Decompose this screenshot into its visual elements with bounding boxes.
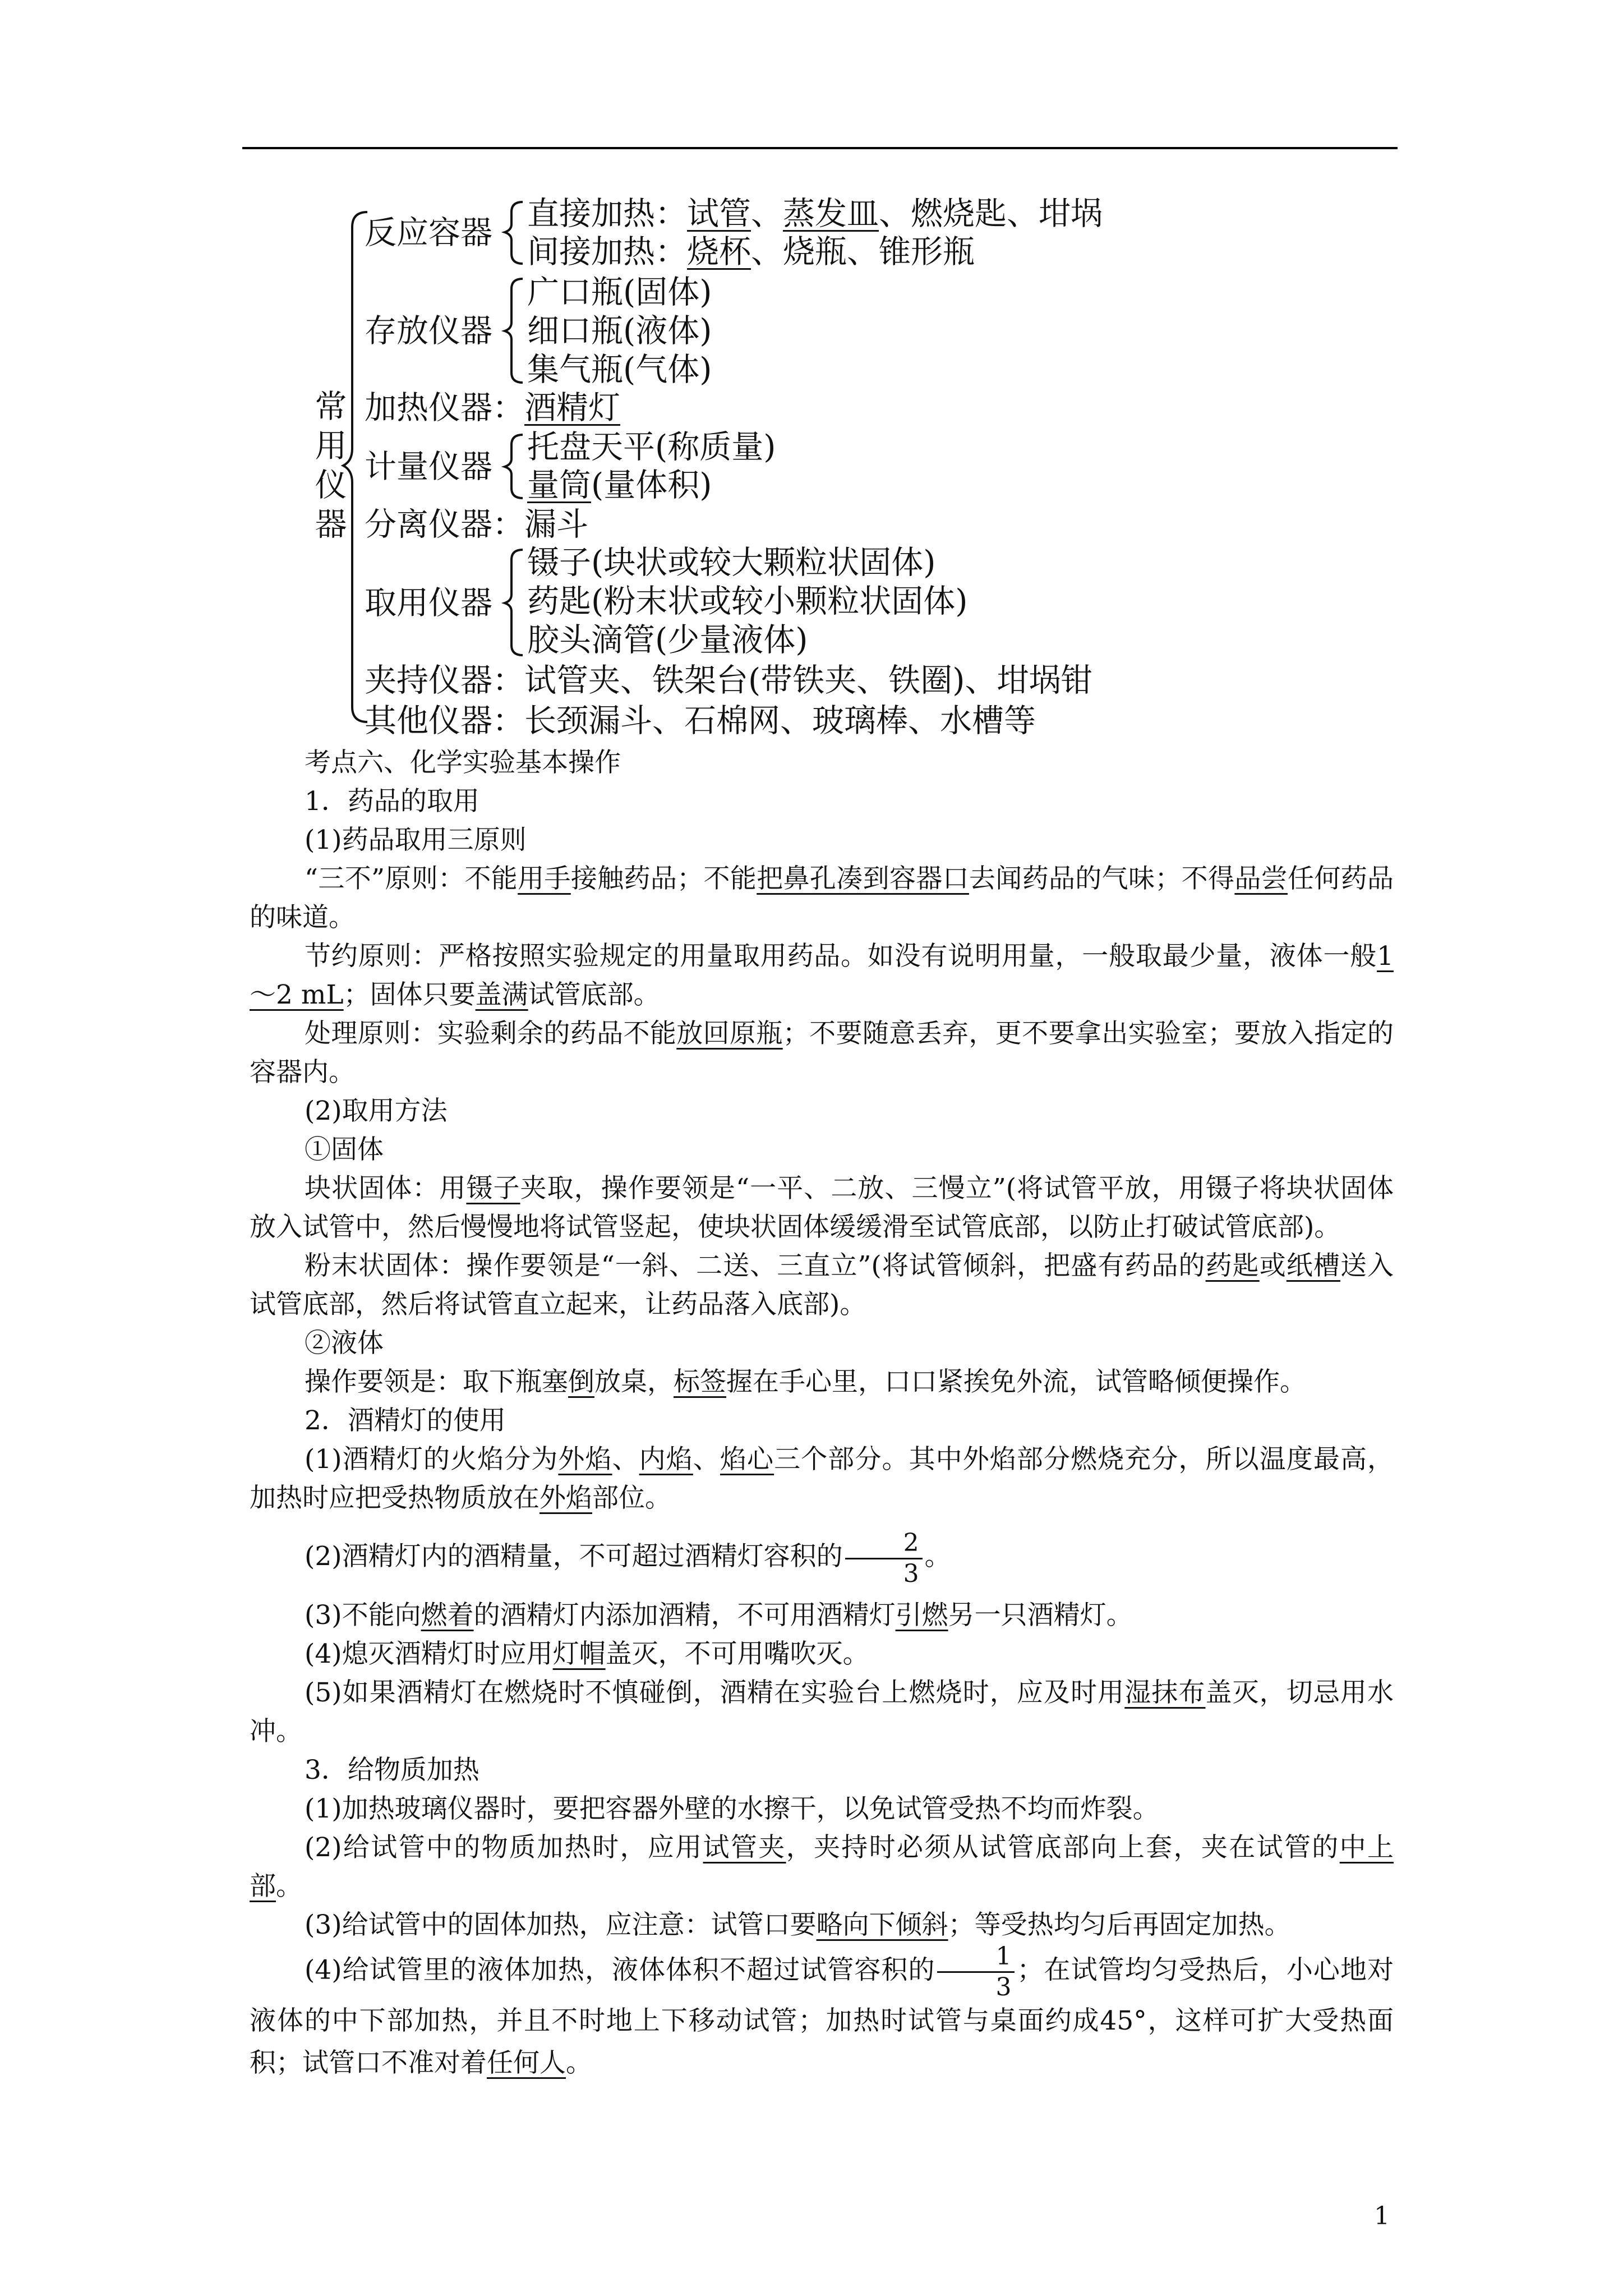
subsection-heading: ②液体	[305, 1328, 384, 1359]
category-other: 其他仪器：长颈漏斗、石棉网、玻璃棒、水槽等	[365, 702, 1036, 739]
subsection-heading: 3．给物质加热	[305, 1755, 479, 1786]
instrument-classification-diagram	[0, 0, 1623, 746]
category-separation: 分离仪器：漏斗	[365, 506, 588, 543]
paragraph-alcohol-amount: (2)酒精灯内的酒精量，不可超过酒精灯容积的 $\frac{2}{3}$ 。	[305, 1528, 951, 1588]
category-measuring: 计量仪器	[365, 448, 492, 485]
item-storage: 集气瓶(气体)	[527, 351, 712, 388]
item-storage: 细口瓶(液体)	[527, 312, 712, 349]
paragraph-solid-heating: (3)给试管中的固体加热，应注意：试管口要略向下倾斜；等受热均匀后再固定加热。	[305, 1910, 1291, 1940]
paragraph-kuai: 块状固体：用镊子夹取，操作要领是“一平、二放、三慢立”(将试管平放，用镊子将块状固体放入试管中，然后慢慢地将试管竖起，使块状固体缓缓滑至试管底部，以防止打破试管底部)。	[250, 1173, 1394, 1243]
section-heading: 考点六、化学实验基本操作	[305, 747, 621, 778]
paragraph-spill: (5)如果酒精灯在燃烧时不慎碰倒，酒精在实验台上燃烧时，应及时用湿抹布盖灭，切忌用水冲。	[250, 1677, 1394, 1747]
root-label	[311, 387, 351, 544]
category-taking: 取用仪器	[365, 585, 492, 622]
fraction: $\frac{1}{3}$	[937, 1944, 1015, 2000]
paragraph-dry: (1)加热玻璃仪器时，要把容器外壁的水擦干，以免试管受热不均而炸裂。	[305, 1793, 1159, 1824]
subsection-heading: ①固体	[305, 1134, 384, 1165]
category-storage: 存放仪器	[365, 312, 492, 349]
root-label-char: 仪	[315, 467, 347, 504]
paragraph-flame: (1)酒精灯的火焰分为外焰、内焰、焰心三个部分。其中外焰部分燃烧充分，所以温度最高，加热时应把受热物质放在外焰部位。	[250, 1444, 1394, 1513]
root-label-char: 器	[315, 506, 347, 543]
item-tweezers: 镊子(块状或较大颗粒状固体)	[527, 544, 936, 581]
subsection-heading: (2)取用方法	[305, 1096, 448, 1126]
item-dropper: 胶头滴管(少量液体)	[527, 622, 808, 659]
item-indirect-heating: 间接加热：烧杯、烧瓶、锥形瓶	[527, 233, 975, 270]
item-cylinder: 量筒(量体积)	[527, 467, 712, 504]
paragraph-sanbu: “三不”原则：不能用手接触药品；不能把鼻孔凑到容器口去闻药品的气味；不得品尝任何药品的味道。	[250, 863, 1394, 933]
paragraph-no-refill: (3)不能向燃着的酒精灯内添加酒精，不可用酒精灯引燃另一只酒精灯。	[305, 1600, 1133, 1631]
root-label-char: 常	[315, 388, 347, 425]
paragraph-jieyue: 节约原则：严格按照实验规定的用量取用药品。如没有说明用量，一般取最少量，液体一般1～2 mL；固体只要盖满试管底部。	[250, 941, 1394, 1010]
category-reaction: 反应容器	[365, 214, 492, 251]
subsection-heading: 2．酒精灯的使用	[305, 1405, 506, 1436]
item-direct-heating: 直接加热：试管、蒸发皿、燃烧匙、坩埚	[527, 195, 1103, 232]
bracket-lines	[0, 0, 1623, 746]
paragraph-fen: 粉末状固体：操作要领是“一斜、二送、三直立”(将试管倾斜，把盛有药品的药匙或纸槽送入试管底部，然后将试管直立起来，让药品落入底部)。	[250, 1250, 1394, 1320]
item-storage: 广口瓶(固体)	[527, 274, 712, 311]
paragraph-chuli: 处理原则：实验剩余的药品不能放回原瓶；不要随意丢弃，更不要拿出实验室；要放入指定的容器内。	[250, 1018, 1394, 1088]
category-clamping: 夹持仪器：试管夹、铁架台(带铁夹、铁圈)、坩埚钳	[365, 662, 1093, 699]
category-heating: 加热仪器：酒精灯	[365, 389, 620, 426]
paragraph-liquid-heating: (4)给试管里的液体加热，液体体积不超过试管容积的 $\frac{1}{3}$ ；在试管均匀受热后，小心地对液体的中下部加热，并且不时地上下移动试管；加热时试管与桌面约成45°，这样可扩大受热面积；试管口不准对着任何人。	[250, 1942, 1394, 2078]
paragraph-extinguish: (4)熄灭酒精灯时应用灯帽盖灭，不可用嘴吹灭。	[305, 1639, 869, 1669]
item-spatula: 药匙(粉末状或较小颗粒状固体)	[527, 583, 968, 620]
fraction: $\frac{2}{3}$	[845, 1531, 923, 1586]
page-number: 1	[1374, 2202, 1390, 2230]
body-text	[250, 743, 1394, 2084]
subsection-heading: 1．药品的取用	[305, 786, 479, 817]
subsection-heading: (1)药品取用三原则	[305, 825, 527, 855]
root-label-char: 用	[315, 427, 347, 464]
paragraph-holder: (2)给试管中的物质加热时，应用试管夹，夹持时必须从试管底部向上套，夹在试管的中上部。	[250, 1832, 1394, 1902]
paragraph-yeti: 操作要领是：取下瓶塞倒放桌，标签握在手心里，口口紧挨免外流，试管略倾便操作。	[305, 1366, 1306, 1397]
item-balance: 托盘天平(称质量)	[527, 429, 776, 466]
